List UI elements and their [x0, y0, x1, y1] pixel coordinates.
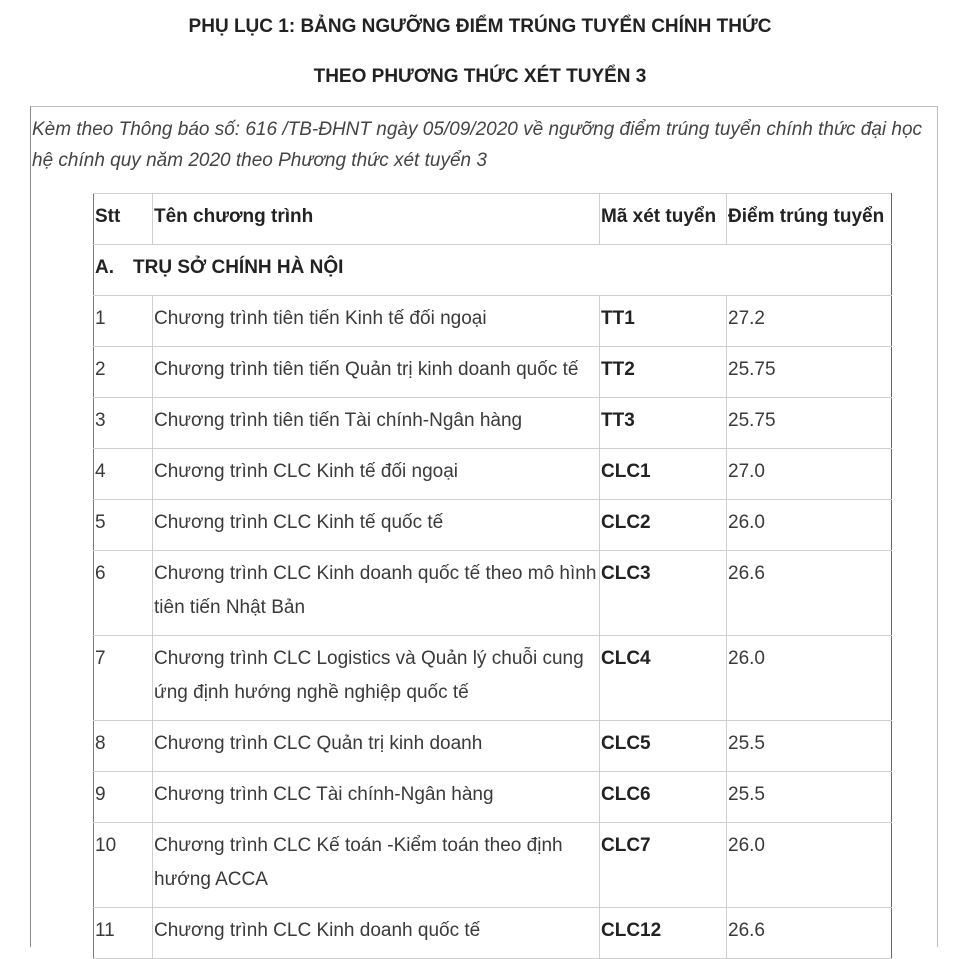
row-admission-code: CLC12 — [600, 908, 727, 959]
row-program-name: Chương trình tiên tiến Tài chính-Ngân hàng — [153, 398, 600, 449]
table-row — [94, 347, 892, 398]
table-row — [94, 908, 892, 959]
row-admission-code: CLC2 — [600, 500, 727, 551]
row-admission-score: 25.75 — [727, 398, 892, 449]
row-program-name: Chương trình CLC Kinh tế đối ngoại — [153, 449, 600, 500]
row-stt: 7 — [94, 636, 153, 721]
row-stt: 2 — [94, 347, 153, 398]
table-row — [94, 398, 892, 449]
row-admission-score: 27.2 — [727, 296, 892, 347]
row-admission-code: CLC7 — [600, 823, 727, 908]
row-admission-code: CLC4 — [600, 636, 727, 721]
row-admission-score: 26.0 — [727, 823, 892, 908]
page-subtitle: THEO PHƯƠNG THỨC XÉT TUYỂN 3 — [313, 66, 647, 87]
row-program-name: Chương trình tiên tiến Kinh tế đối ngoại — [153, 296, 600, 347]
row-stt: 5 — [94, 500, 153, 551]
row-admission-score: 26.6 — [727, 908, 892, 959]
row-stt: 11 — [94, 908, 153, 959]
header-admission-code: Mã xét tuyển — [600, 194, 727, 245]
header-program-name: Tên chương trình — [153, 194, 600, 245]
row-stt: 10 — [94, 823, 153, 908]
row-stt: 6 — [94, 551, 153, 636]
row-admission-score: 25.5 — [727, 772, 892, 823]
row-admission-score: 25.5 — [727, 721, 892, 772]
row-program-name: Chương trình CLC Kinh doanh quốc tế — [153, 908, 600, 959]
row-program-name: Chương trình CLC Quản trị kinh doanh — [153, 721, 600, 772]
table-row — [94, 296, 892, 347]
row-admission-score: 26.6 — [727, 551, 892, 636]
row-admission-code: CLC1 — [600, 449, 727, 500]
table-row — [94, 721, 892, 772]
row-program-name: Chương trình CLC Kế toán -Kiểm toán theo định hướng ACCA — [153, 823, 600, 908]
announcement-note: Kèm theo Thông báo số: 616 /TB-ĐHNT ngày 05/09/2020 về ngưỡng điểm trúng tuyển chính thức đại học hệ chính quy năm 2020 theo Phương thức xét tuyển 3 — [32, 119, 923, 171]
row-program-name: Chương trình tiên tiến Quản trị kinh doanh quốc tế — [153, 347, 600, 398]
row-stt: 9 — [94, 772, 153, 823]
table-row — [94, 449, 892, 500]
row-admission-code: CLC3 — [600, 551, 727, 636]
row-admission-score: 27.0 — [727, 449, 892, 500]
admission-score-table — [93, 193, 892, 959]
section-label: TRỤ SỞ CHÍNH HÀ NỘI — [133, 257, 344, 278]
table-row — [94, 772, 892, 823]
page-title: PHỤ LỤC 1: BẢNG NGƯỠNG ĐIỂM TRÚNG TUYỂN CHÍNH THỨC — [188, 16, 772, 37]
row-program-name: Chương trình CLC Kinh tế quốc tế — [153, 500, 600, 551]
table-row — [94, 823, 892, 908]
row-program-name: Chương trình CLC Tài chính-Ngân hàng — [153, 772, 600, 823]
section-letter: A. — [95, 257, 114, 278]
row-admission-code: TT2 — [600, 347, 727, 398]
row-admission-code: TT3 — [600, 398, 727, 449]
row-stt: 3 — [94, 398, 153, 449]
row-stt: 1 — [94, 296, 153, 347]
row-admission-score: 25.75 — [727, 347, 892, 398]
table-row — [94, 636, 892, 721]
section-row — [94, 245, 892, 296]
header-admission-score: Điểm trúng tuyển — [727, 194, 892, 245]
table-header-row — [94, 194, 892, 245]
row-stt: 4 — [94, 449, 153, 500]
row-admission-score: 26.0 — [727, 636, 892, 721]
row-admission-score: 26.0 — [727, 500, 892, 551]
row-program-name: Chương trình CLC Kinh doanh quốc tế theo mô hình tiên tiến Nhật Bản — [153, 551, 600, 636]
row-admission-code: CLC5 — [600, 721, 727, 772]
table-row — [94, 500, 892, 551]
row-admission-code: CLC6 — [600, 772, 727, 823]
section-heading — [94, 245, 892, 296]
table-row — [94, 551, 892, 636]
row-stt: 8 — [94, 721, 153, 772]
header-stt: Stt — [94, 194, 153, 245]
row-admission-code: TT1 — [600, 296, 727, 347]
row-program-name: Chương trình CLC Logistics và Quản lý chuỗi cung ứng định hướng nghề nghiệp quốc tế — [153, 636, 600, 721]
